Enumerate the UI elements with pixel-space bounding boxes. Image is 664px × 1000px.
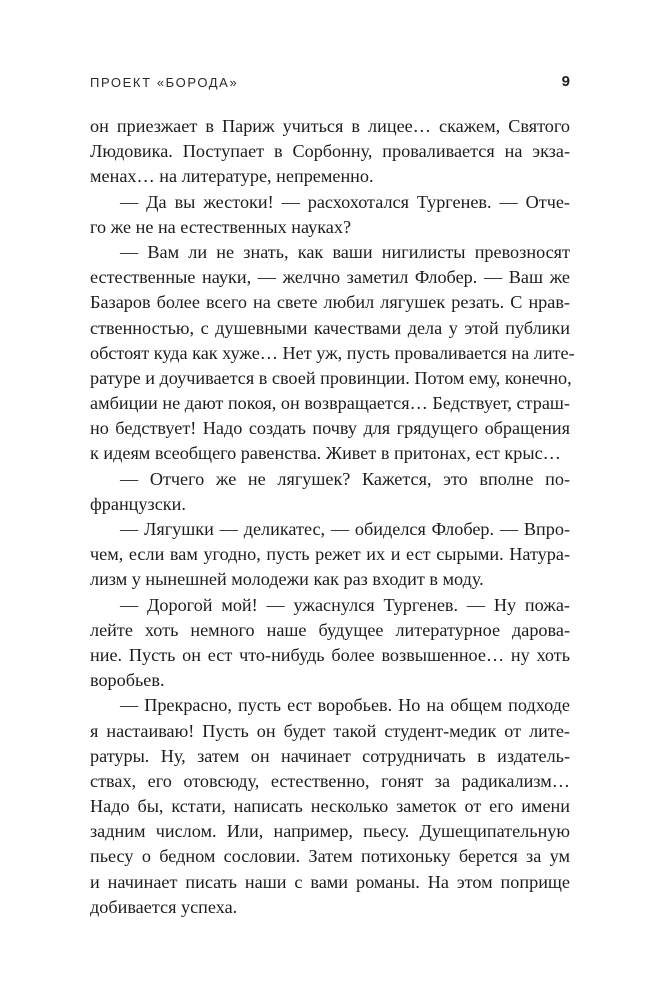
text-line: воробьев. xyxy=(90,670,165,691)
text-line: Людовика. Поступает в Сорбонну, проваливается на экза- xyxy=(90,141,570,162)
running-head xyxy=(90,75,570,95)
text-line: ствах, его отовсюду, естественно, гонят за радикализм… xyxy=(90,770,570,791)
text-line: ратуре и доучивается в своей провинции. Потом ему, конечно, xyxy=(90,367,572,388)
text-line: к идеям всеобщего равенства. Живет в притонах, ест крыс… xyxy=(90,443,561,464)
text-line: — Отчего же не лягушек? Кажется, это вполне по- xyxy=(120,468,570,489)
text-line: менах… на литературе, непременно. xyxy=(90,166,374,187)
running-head-title: ПРОЕКТ «БОРОДА» xyxy=(90,75,239,90)
body-text xyxy=(90,114,575,920)
text-line: естественные науки, — желчно заметил Флобер. — Ваш же xyxy=(90,267,570,288)
text-line: — Дорогой мой! — ужаснулся Тургенев. — Ну пожа- xyxy=(120,594,570,615)
text-line: он приезжает в Париж учиться в лицее… скажем, Святого xyxy=(90,116,570,136)
text-line: пьесу о бедном сословии. Затем потихоньку берется за ум xyxy=(90,846,570,867)
text-line: го же не на естественных науках? xyxy=(90,216,352,237)
text-line: добивается успеха. xyxy=(90,896,238,917)
text-line: Базаров более всего на свете любил лягушек резать. С нрав- xyxy=(90,292,570,313)
text-line: французски. xyxy=(90,493,186,514)
text-line: я настаиваю! Пусть он будет такой студент-медик от лите- xyxy=(90,720,570,741)
text-line: — Вам ли не знать, как ваши нигилисты превозносят xyxy=(120,241,570,262)
text-line: но бедствует! Надо создать почву для грядущего обращения xyxy=(90,418,570,439)
text-line: Надо бы, кстати, написать несколько заметок от его имени xyxy=(90,796,570,817)
text-line: обстоят куда как хуже… Нет уж, пусть проваливается на лите- xyxy=(90,342,575,363)
text-line: лейте хоть немного наше будущее литературное дарова- xyxy=(90,619,570,640)
text-line: чем, если вам угодно, пусть режет их и ест сырыми. Натура- xyxy=(90,544,570,565)
text-line: — Лягушки — деликатес, — обиделся Флобер. — Впро- xyxy=(120,519,570,539)
text-line: задним числом. Или, например, пьесу. Душещипательную xyxy=(90,821,570,842)
text-line: ние. Пусть он ест что-нибудь более возвышенное… ну хоть xyxy=(90,644,570,665)
text-line: и начинает писать наши с вами романы. На этом поприще xyxy=(90,871,570,892)
text-line: амбиции не дают покоя, он возвращается… Бедствует, страш- xyxy=(90,393,570,414)
page-number: 9 xyxy=(561,73,570,90)
text-line: лизм у нынешней молодежи как раз входит в моду. xyxy=(90,569,484,590)
text-line: ратуры. Ну, затем он начинает сотрудничать в издатель- xyxy=(90,745,570,766)
text-line: ственностью, с душевными качествами дела у этой публики xyxy=(90,317,570,338)
text-line: — Прекрасно, пусть ест воробьев. Но на общем подходе xyxy=(120,695,570,716)
text-line: — Да вы жестоки! — расхохотался Тургенев. — Отче- xyxy=(120,191,570,212)
